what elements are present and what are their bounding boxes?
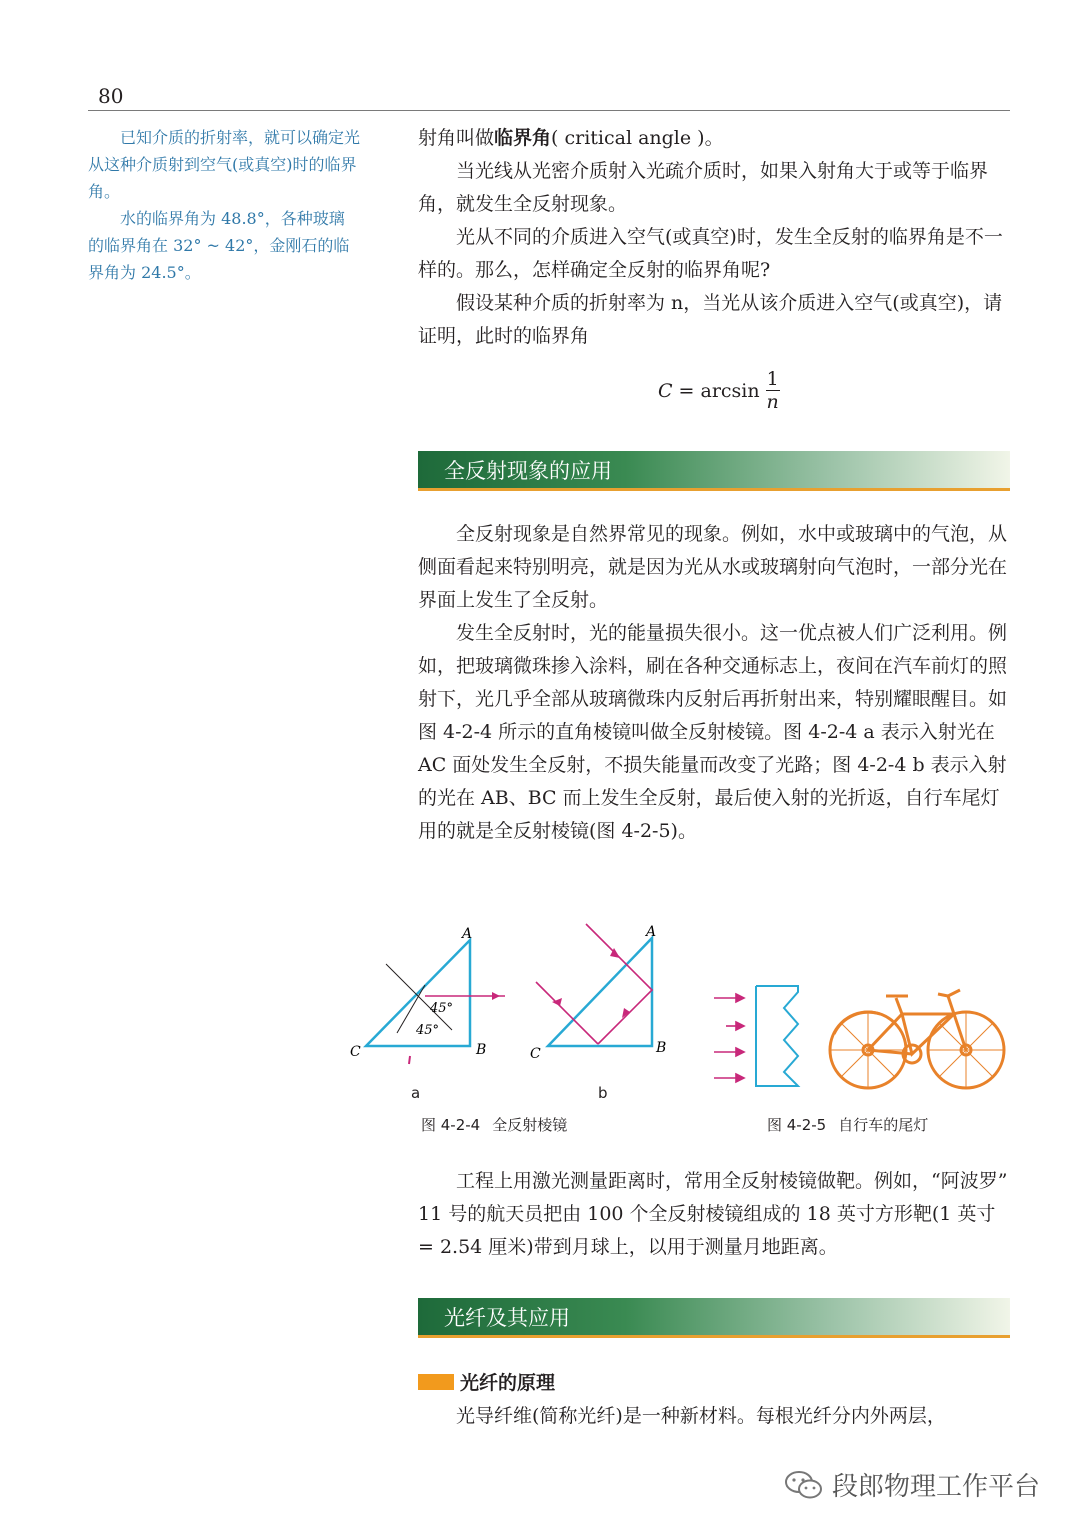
vertex-label-c: C xyxy=(530,1046,541,1062)
watermark-text: 段郎物理工作平台 xyxy=(832,1472,1041,1502)
text: ( critical angle )。 xyxy=(551,127,724,149)
angle-label: 45° xyxy=(416,1023,440,1038)
term-critical-angle: 临界角 xyxy=(494,127,552,149)
frame xyxy=(868,1014,966,1050)
incoming-rays xyxy=(714,994,744,1082)
caption-number: 图 4-2-4 xyxy=(421,1116,481,1134)
figure-prism-a xyxy=(340,922,520,1072)
vertex-label-a: A xyxy=(462,926,473,942)
rear-fender xyxy=(834,1012,880,1034)
paragraph: 全反射现象是自然界常见的现象。例如，水中或玻璃中的气泡，从侧面看起来特别明亮，就是因为光从水或玻璃射向气泡时，一部分光在界面上发生了全反射。 xyxy=(418,523,1008,611)
ray-arrow xyxy=(492,992,500,1000)
formula-numerator: 1 xyxy=(766,368,779,390)
ray-path-in xyxy=(586,924,652,1044)
orange-marker xyxy=(418,1374,454,1390)
section-heading-optical-fiber: 光纤及其应用 xyxy=(418,1298,1010,1338)
figure-reflector xyxy=(706,982,806,1092)
main-text-top xyxy=(418,122,1010,353)
figure-caption-4-2-4 xyxy=(421,1114,579,1135)
paragraph: 当光线从光密介质射入光疏介质时，如果入射角大于或等于临界角，就发生全反射现象。 xyxy=(418,160,989,215)
vertex-label-a: A xyxy=(646,924,657,940)
paragraph xyxy=(418,122,1010,155)
formula-denominator: n xyxy=(766,391,779,413)
sidenote-paragraph: 已知介质的折射率，就可以确定光从这种介质射到空气(或真空)时的临界角。 xyxy=(88,128,361,201)
sidenote-paragraph: 水的临界角为 48.8°，各种玻璃的临界角在 32° ~ 42°，金刚石的临界角为 24.5°。 xyxy=(88,209,350,282)
page-number: 80 xyxy=(98,84,124,108)
caption-number: 图 4-2-5 xyxy=(767,1116,827,1134)
main-text-section2 xyxy=(418,1400,1010,1433)
seat-post xyxy=(896,998,902,1014)
ray-tick xyxy=(409,1056,410,1064)
formula-fraction xyxy=(766,368,780,413)
subheading-text: 光纤的原理 xyxy=(460,1372,556,1394)
caption-text: 全反射棱镜 xyxy=(492,1116,568,1134)
reflector-shape xyxy=(756,986,798,1086)
formula-eq: = arcsin xyxy=(678,379,760,402)
paragraph: 光导纤维(简称光纤)是一种新材料。每根光纤分内外两层， xyxy=(456,1405,946,1427)
caption-text: 自行车的尾灯 xyxy=(838,1116,929,1134)
paragraph: 假设某种介质的折射率为 n，当光从该介质进入空气(或真空)，请证明，此时的临界角 xyxy=(418,292,1003,347)
vertex-label-c: C xyxy=(350,1044,361,1060)
vertex-label-b: B xyxy=(656,1040,667,1056)
figure-a-label: a xyxy=(411,1084,421,1102)
section-heading-applications: 全反射现象的应用 xyxy=(418,451,1010,491)
text: 射角叫做 xyxy=(418,127,495,149)
ray-path-out xyxy=(536,982,598,1044)
paragraph: 工程上用激光测量距离时，常用全反射棱镜做靶。例如，“阿波罗” 11 号的航天员把由 100 个全反射棱镜组成的 18 英寸方形靶(1 英寸 = 2.54 厘米)带到月球上，以用于测量月地距离。 xyxy=(418,1170,1008,1258)
vertex-label-b: B xyxy=(476,1042,487,1058)
normal-line xyxy=(386,964,452,1030)
angle-label: 45° xyxy=(430,1001,454,1016)
figure-b-label: b xyxy=(598,1084,608,1102)
figure-caption-4-2-5 xyxy=(767,1114,940,1135)
main-text-section1 xyxy=(418,518,1010,848)
header-rule xyxy=(88,110,1010,111)
formula-critical-angle xyxy=(658,368,780,413)
subheading-fiber-principle xyxy=(418,1368,555,1395)
bicycle-illustration xyxy=(826,984,1008,1094)
figure-prism-b xyxy=(520,918,680,1068)
stem xyxy=(948,996,954,1014)
sidenote xyxy=(88,124,360,286)
formula-lhs: C xyxy=(658,379,673,402)
paragraph: 发生全反射时，光的能量损失很小。这一优点被人们广泛利用。例如，把玻璃微珠掺入涂料，刷在各种交通标志上，夜间在汽车前灯的照射下，光几乎全部从玻璃微珠内反射后再折射出来，特别耀眼醒目。如图 4-2-4 所示的直角棱镜叫做全反射棱镜。图 4-2-4 a 表示入射光在 AC 面处发生全反射，不损失能量而改变了光路；图 4-2-4 b 表示入射的光在 AB、BC 而上发生全反射，最后使入射的光折返，自行车尾灯用的就是全反射棱镜(图 4-2-5)。 xyxy=(418,622,1008,842)
paragraph: 光从不同的介质进入空气(或真空)时，发生全反射的临界角是不一样的。那么，怎样确定全反射的临界角呢? xyxy=(418,226,1003,281)
main-text-after-figure xyxy=(418,1165,1010,1264)
prism-b-triangle xyxy=(548,938,652,1046)
wechat-icon xyxy=(784,1469,824,1501)
handlebar xyxy=(938,990,960,996)
watermark xyxy=(784,1466,1040,1503)
